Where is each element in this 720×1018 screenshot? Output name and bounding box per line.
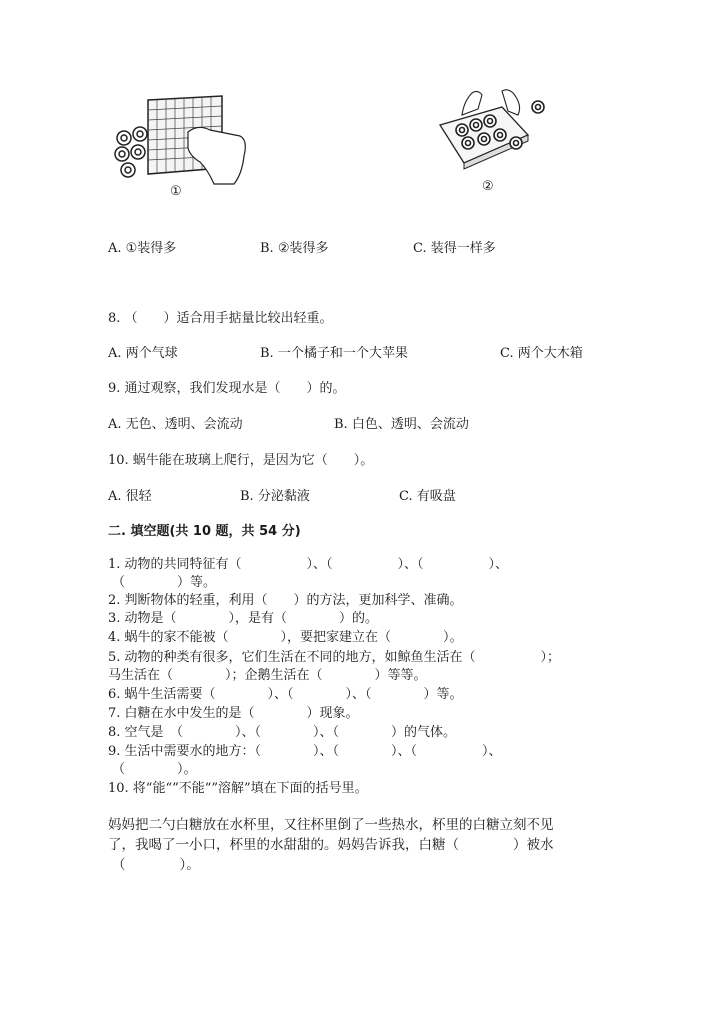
figure-2 (432, 85, 552, 200)
figure-1-label: ① (170, 184, 182, 199)
fill-line-1b: （ ）等。 (112, 575, 217, 590)
fill-line-6: 6. 蜗牛生活需要（ ）、（ ）、（ ）等。 (108, 687, 463, 702)
q9-option-a: A. 无色、透明、会流动 (108, 417, 243, 432)
fill-line-5: 5. 动物的种类有很多，它们生活在不同的地方，如鲸鱼生活在（ ）； (108, 650, 561, 665)
figure-2-drawing (432, 85, 552, 180)
figure-1 (110, 88, 260, 206)
passage-line-2: 了，我喝了一小口，杯里的水甜甜的。妈妈告诉我，白糖（ ）被水 (108, 837, 554, 853)
q10-stem: 10. 蜗牛能在玻璃上爬行，是因为它（ ）。 (108, 453, 374, 468)
q7-option-a: A. ①装得多 (108, 241, 177, 256)
figure-1-drawing (110, 88, 260, 188)
fill-line-7: 7. 白糖在水中发生的是（ ）现象。 (108, 706, 359, 721)
q8-option-b: B. 一个橘子和一个大苹果 (260, 346, 408, 361)
q9-option-b: B. 白色、透明、会流动 (334, 417, 469, 432)
fill-line-5b: 马生活在（ ）；企鹅生活在（ ）等等。 (108, 668, 427, 683)
q8-option-c: C. 两个大木箱 (500, 346, 583, 361)
q7-option-b: B. ②装得多 (260, 241, 329, 256)
fill-line-8: 8. 空气是 （ ）、（ ）、（ ）的气体。 (108, 725, 457, 740)
fill-line-9b: （ ）。 (112, 762, 197, 777)
q9-stem: 9. 通过观察，我们发现水是（ ）的。 (108, 381, 346, 396)
fill-line-9: 9. 生活中需要水的地方：（ ）、（ ）、（ ）、 (108, 744, 502, 759)
fill-line-10: 10. 将“能“”不能“”溶解”填在下面的括号里。 (108, 781, 368, 796)
q7-option-c: C. 装得一样多 (413, 241, 496, 256)
q10-option-a: A. 很轻 (108, 489, 152, 504)
q8-option-a: A. 两个气球 (108, 346, 178, 361)
q10-option-b: B. 分泌黏液 (240, 489, 310, 504)
passage-line-1: 妈妈把二勺白糖放在水杯里，又往杯里倒了一些热水，杯里的白糖立刻不见 (108, 817, 554, 833)
passage-line-3: （ ）。 (112, 857, 200, 873)
fill-line-1: 1. 动物的共同特征有（ ）、（ ）、（ ）、 (108, 557, 509, 572)
section-2-title: 二. 填空题(共 10 题，共 54 分) (108, 524, 301, 539)
q10-option-c: C. 有吸盘 (399, 489, 456, 504)
figure-2-label: ② (482, 179, 494, 194)
fill-line-2: 2. 判断物体的轻重，利用（ ）的方法，更加科学、准确。 (108, 593, 463, 608)
fill-line-3: 3. 动物是（ ），是有（ ）的。 (108, 611, 379, 626)
fill-line-4: 4. 蜗牛的家不能被（ ），要把家建立在（ ）。 (108, 630, 463, 645)
q8-stem: 8. （ ）适合用手掂量比较出轻重。 (108, 311, 333, 326)
